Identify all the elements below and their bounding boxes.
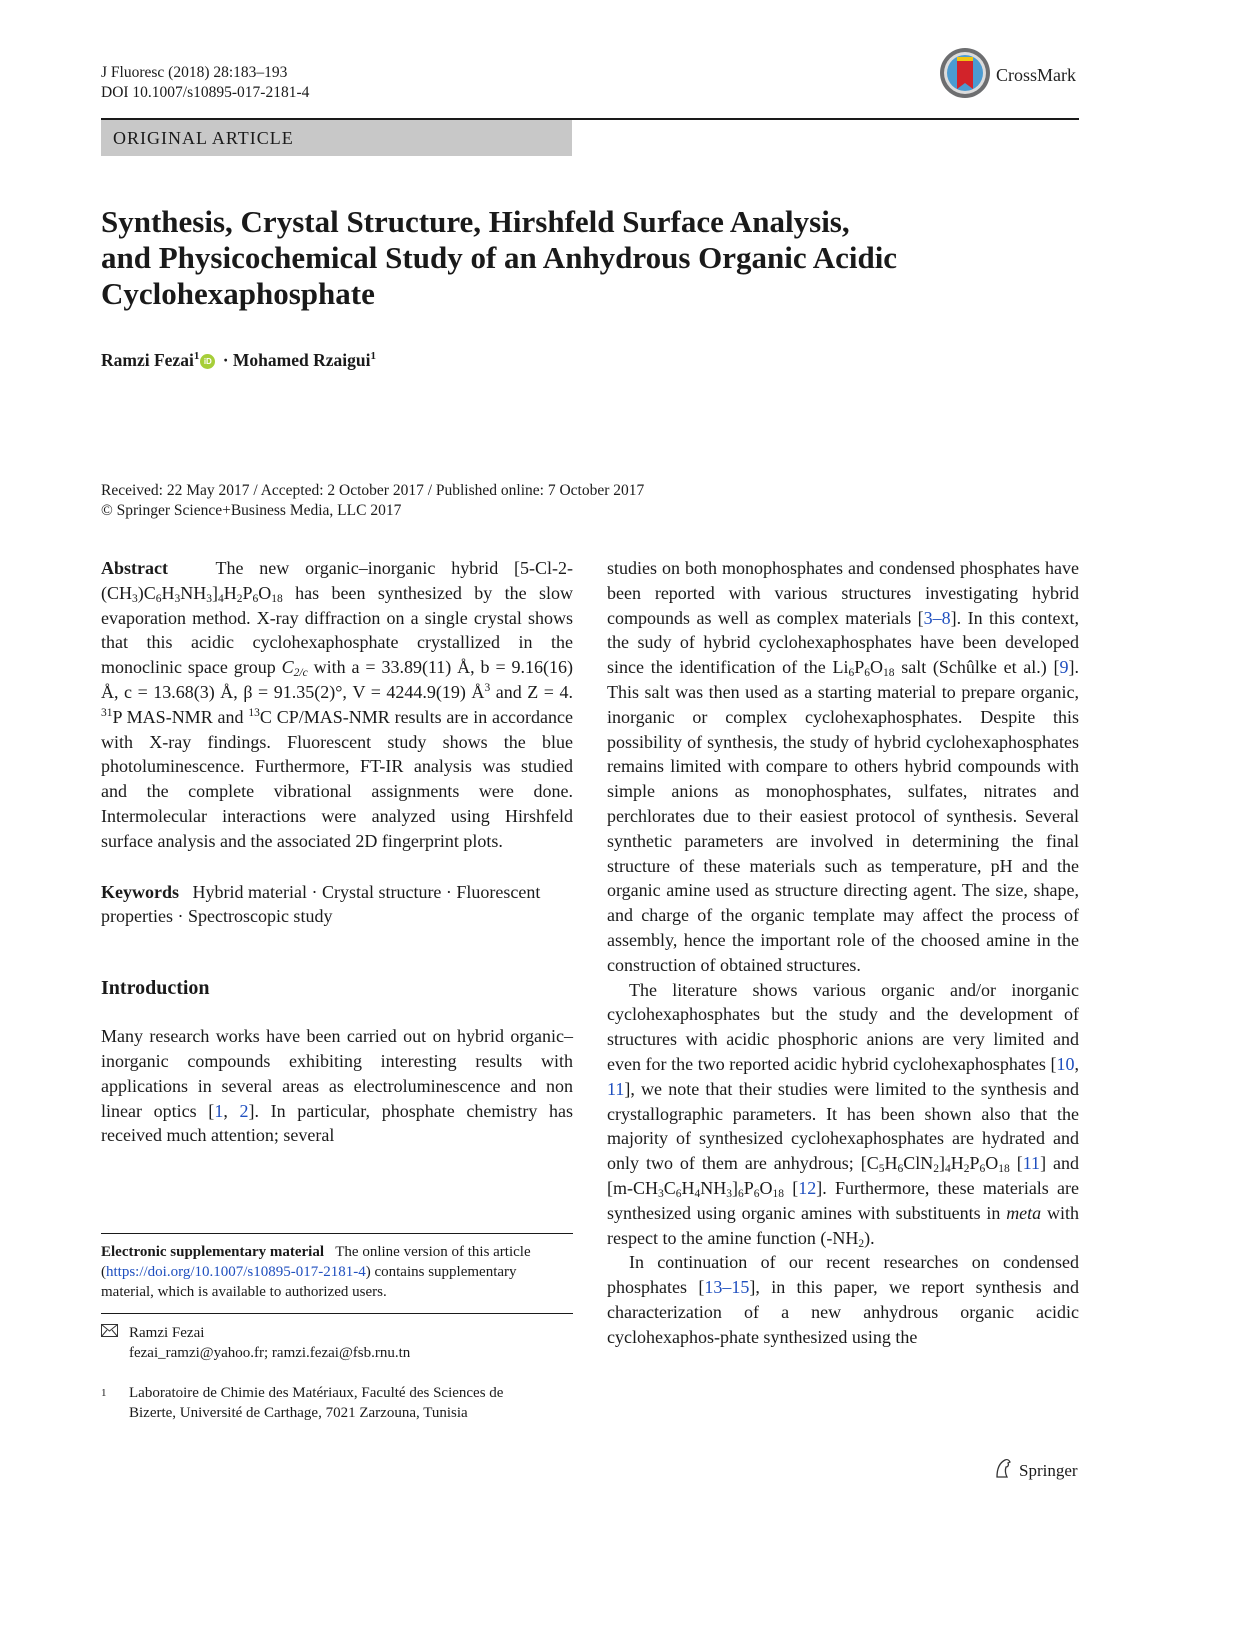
- body-text: O: [870, 657, 883, 678]
- subscript: 6: [155, 592, 162, 605]
- intro-text: Many research works have been carried out on hybrid organic–inorganic compounds exhibiting interesting results with applications in several areas as electroluminescence and non linear optics [: [101, 1026, 573, 1121]
- abstract-text: has been synthesized by the slow evaporation method. X-ray diffraction on a single crystal shows that this acidic cyclohexaphosphate crystallized in the monoclinic space group: [101, 582, 573, 678]
- body-text: NH: [700, 1177, 727, 1198]
- abstract-text: C CP/MAS-NMR results are in accordance with X-ray findings. Fluorescent study shows the blue photoluminescence. Furthermore, FT-IR analysis was studied and the complete vibrational assignments were done. Intermolecular interactions were analyzed using Hirshfeld surface analysis and the associated 2D fingerprint plots.: [101, 706, 573, 851]
- introduction-heading: Introduction: [101, 977, 210, 1000]
- abstract-heading: Abstract: [101, 558, 168, 578]
- keywords: [101, 880, 573, 930]
- citation-link[interactable]: 1: [214, 1100, 224, 1121]
- abstract-text: P MAS-NMR and: [112, 706, 249, 727]
- springer-horse-icon: [993, 1457, 1015, 1484]
- right-paragraph-1: [607, 556, 1079, 978]
- citation-link[interactable]: 11: [607, 1078, 625, 1099]
- subscript: 3: [658, 1187, 664, 1200]
- body-text: H: [681, 1177, 695, 1198]
- right-paragraph-3: [607, 1250, 1079, 1349]
- body-text: ], in this paper, we report synthesis and characterization of a new anhydrous organic acidic cyclohexaphos-phate synthesized using the: [607, 1277, 1080, 1347]
- body-text-italic: meta: [1006, 1202, 1042, 1223]
- subscript: 6: [848, 667, 855, 680]
- intro-text: ]. In particular, phosphate chemistry has received much attention; several: [101, 1100, 574, 1146]
- abstract: [101, 556, 573, 854]
- body-text: C: [663, 1177, 676, 1198]
- body-text: O: [985, 1153, 999, 1174]
- subscript: 4: [944, 1163, 951, 1176]
- esm-heading: Electronic supplementary material: [101, 1244, 325, 1260]
- subscript: 6: [675, 1187, 682, 1200]
- publisher-name: Springer: [1019, 1460, 1078, 1480]
- citation-link[interactable]: 13–15: [704, 1277, 750, 1298]
- publisher-logo: [993, 1457, 1078, 1484]
- subscript: 4: [694, 1187, 701, 1200]
- subscript: 3: [174, 592, 181, 605]
- paper-title: [101, 204, 1061, 312]
- mail-icon: [101, 1323, 118, 1343]
- body-text: [: [784, 1177, 799, 1198]
- body-text: ]: [938, 1153, 945, 1174]
- citation-link[interactable]: 11: [1022, 1153, 1041, 1174]
- title-line-2: and Physicochemical Study of an Anhydrous Organic Acidic: [101, 240, 898, 275]
- received-line: Received: 22 May 2017 / Accepted: 2 October 2017 / Published online: 7 October 2017: [101, 482, 645, 499]
- subscript: 5: [878, 1163, 885, 1176]
- crossmark-badge[interactable]: [939, 47, 1081, 103]
- right-column: [607, 556, 1079, 1350]
- esm-link[interactable]: https://doi.org/10.1007/s10895-017-2181-4: [106, 1264, 366, 1280]
- esm-text: ) contains supplementary material, which is available to authorized users.: [101, 1264, 517, 1300]
- abstract-text: )C: [137, 582, 156, 603]
- abstract-text: The new organic–inorganic hybrid [5-Cl-2-(CH: [101, 558, 574, 603]
- affiliation-marker: 1: [193, 350, 200, 362]
- left-column: [101, 556, 573, 1148]
- body-text: H: [884, 1153, 898, 1174]
- subscript: 3: [132, 592, 138, 605]
- body-text: ).: [864, 1227, 875, 1248]
- subscript: 6: [738, 1187, 744, 1200]
- subscript: 6: [897, 1163, 904, 1176]
- subscript: 18: [883, 667, 895, 680]
- keywords-text: Hybrid material · Crystal structure · Fluorescent properties · Spectroscopic study: [101, 881, 541, 927]
- abstract-text: and Z = 4.: [490, 681, 574, 702]
- footnote-rule: [101, 1233, 573, 1234]
- body-text: ] and [m-CH: [607, 1153, 1080, 1198]
- subscript: 2: [858, 1237, 865, 1250]
- body-text: The literature shows various organic and/or inorganic cyclohexaphosphates but the study and the development of structures with acidic phosphoric anions are very limited and even for the two reported acidic hybrid cyclohexaphosphates [: [607, 979, 1079, 1074]
- author-name[interactable]: Ramzi Fezai: [101, 349, 194, 370]
- body-text: ]: [732, 1177, 739, 1198]
- superscript: 3: [484, 681, 491, 694]
- corresponding-name: Ramzi Fezai: [129, 1325, 205, 1341]
- subscript: 2: [236, 592, 243, 605]
- body-text: ]. Furthermore, these materials are synthesized using organic amines with substituents in: [607, 1177, 1079, 1223]
- body-text: with respect to the amine function (-NH: [607, 1202, 1079, 1248]
- esm-text: The online version of this article (: [101, 1244, 531, 1280]
- affiliation-number: 1: [101, 1387, 107, 1399]
- body-text: In continuation of our recent researches on condensed phosphates [: [607, 1252, 1079, 1298]
- abstract-text: H: [223, 582, 237, 603]
- subscript: 2: [963, 1163, 970, 1176]
- subscript: 4: [218, 592, 224, 605]
- right-paragraph-2: The literature shows various organic and/or inorganic cyclohexaphosphates but the study and the development of structures with acidic phosphoric anions are very limited and even for the two reported acidic hybrid cyclohexaphosphates [10, 11], we note that their studies were limited to the synthesis and crystallographic parameters. It has been shown also that the majority of synthesized cyclohexaphosphates are hydrated and only two of them are anhydrous; $[C_5H_6ClN_2]_4H_2P_6O_{18}$ [11] and $[m-CH_3C_6H_4NH_3]_6P_6O_{18}$ [12]. Furthermore, these materials are synthesized using organic amines with substituents in meta with respect to the amine function $(-NH_2)$.: [607, 979, 1080, 1250]
- citation-link[interactable]: 12: [798, 1177, 817, 1198]
- article-type-banner: ORIGINAL ARTICLE: [101, 120, 572, 156]
- body-text: ]. In this context, the sudy of hybrid cyclohexaphosphates have been developed since the identification of the Li: [607, 607, 1079, 678]
- author-name[interactable]: Mohamed Rzaigui: [232, 349, 371, 370]
- citation-link[interactable]: 10: [1056, 1053, 1075, 1074]
- subscript: 6: [864, 667, 870, 680]
- author-separator: ·: [222, 349, 229, 370]
- abstract-text: with a = 33.89(11) Å, b = 9.16(16) Å, c = 13.68(3) Å, β = 91.35(2)°, V = 4244.9(19) Å: [101, 657, 573, 702]
- copyright-line: © Springer Science+Business Media, LLC 2017: [101, 502, 402, 519]
- body-text: P: [969, 1153, 980, 1174]
- subscript: 2: [933, 1163, 939, 1176]
- subscript: 6: [252, 592, 259, 605]
- abstract-text: P: [242, 582, 253, 603]
- abstract-text: NH: [180, 582, 207, 603]
- body-text: salt (Schûlke et al.) [: [894, 657, 1060, 678]
- crossmark-label: CrossMark: [996, 64, 1076, 85]
- subscript: 6: [753, 1187, 760, 1200]
- subscript: 2/c: [293, 667, 308, 680]
- citation-link[interactable]: 3–8: [923, 607, 951, 628]
- subscript: 18: [271, 592, 283, 605]
- body-text: ClN: [903, 1153, 934, 1174]
- body-text: P: [854, 657, 865, 678]
- title-line-3: Cyclohexaphosphate: [101, 276, 375, 311]
- body-text: H: [950, 1153, 964, 1174]
- subscript: 18: [998, 1163, 1010, 1176]
- space-group: C: [281, 657, 294, 678]
- publication-history: [101, 481, 644, 521]
- affiliation-text: Laboratoire de Chimie des Matériaux, Faculté des Sciences de Bizerte, Université de Carthage, 7021 Zarzouna, Tunisia: [129, 1385, 504, 1421]
- body-text: P: [743, 1177, 754, 1198]
- author-list: [101, 344, 376, 372]
- body-text: [: [1009, 1153, 1023, 1174]
- subscript: 18: [772, 1187, 785, 1200]
- corresponding-author: [129, 1323, 573, 1363]
- subscript: 6: [979, 1163, 986, 1176]
- affiliation-marker: 1: [370, 350, 376, 362]
- body-text: ]. This salt was then used as a starting material to prepare organic, inorganic or complex cyclohexaphosphates. Despite this possibility of synthesis, the study of hybrid cyclohexaphosphates remains limited with compare to others hybrid compounds with simple anions as monophosphates, sulfates, nitrates and perchlorates due to their easiest protocol of synthesis. Several synthetic parameters are involved in determining the final structure of these materials such as temperature, pH and the organic amine used as structure directing agent. The size, shape, and charge of the organic template may affect the process of assembly, hence the important role of the choosed amine in the construction of obtained structures.: [607, 657, 1079, 975]
- subscript: 3: [726, 1187, 733, 1200]
- abstract-text: ]: [212, 582, 218, 603]
- superscript: 31: [101, 706, 113, 719]
- abstract-text: H: [161, 582, 175, 603]
- subscript: 3: [206, 592, 212, 605]
- corresponding-email[interactable]: fezai_ramzi@yahoo.fr; ramzi.fezai@fsb.rnu.tn: [129, 1345, 411, 1361]
- body-text: O: [759, 1177, 773, 1198]
- orcid-icon[interactable]: iD: [200, 354, 215, 369]
- citation-link[interactable]: 2: [239, 1100, 249, 1121]
- esm-footnote: [101, 1242, 541, 1302]
- doi-line: DOI 10.1007/s10895-017-2181-4: [101, 84, 310, 101]
- body-text: studies on both monophosphates and condensed phosphates have been reported with various structures investigating hybrid compounds as well as complex materials [: [607, 558, 1079, 628]
- crossmark-icon: [939, 47, 991, 104]
- intro-text: ,: [223, 1100, 240, 1121]
- journal-citation: [101, 63, 309, 103]
- superscript: 13: [248, 706, 260, 719]
- journal-line: J Fluoresc (2018) 28:183–193: [101, 64, 288, 81]
- citation-link[interactable]: 9: [1059, 657, 1069, 678]
- body-text: ], we note that their studies were limited to the synthesis and crystallographic parameters. It has been shown also that the majority of synthesized cyclohexaphosphates are hydrated and only two of them are anhydrous; [C: [607, 1078, 1079, 1174]
- title-line-1: Synthesis, Crystal Structure, Hirshfeld Surface Analysis,: [101, 204, 850, 239]
- footnote-rule: [101, 1313, 573, 1314]
- introduction-paragraph: [101, 1024, 573, 1148]
- abstract-text: O: [258, 582, 272, 603]
- keywords-heading: Keywords: [101, 881, 179, 902]
